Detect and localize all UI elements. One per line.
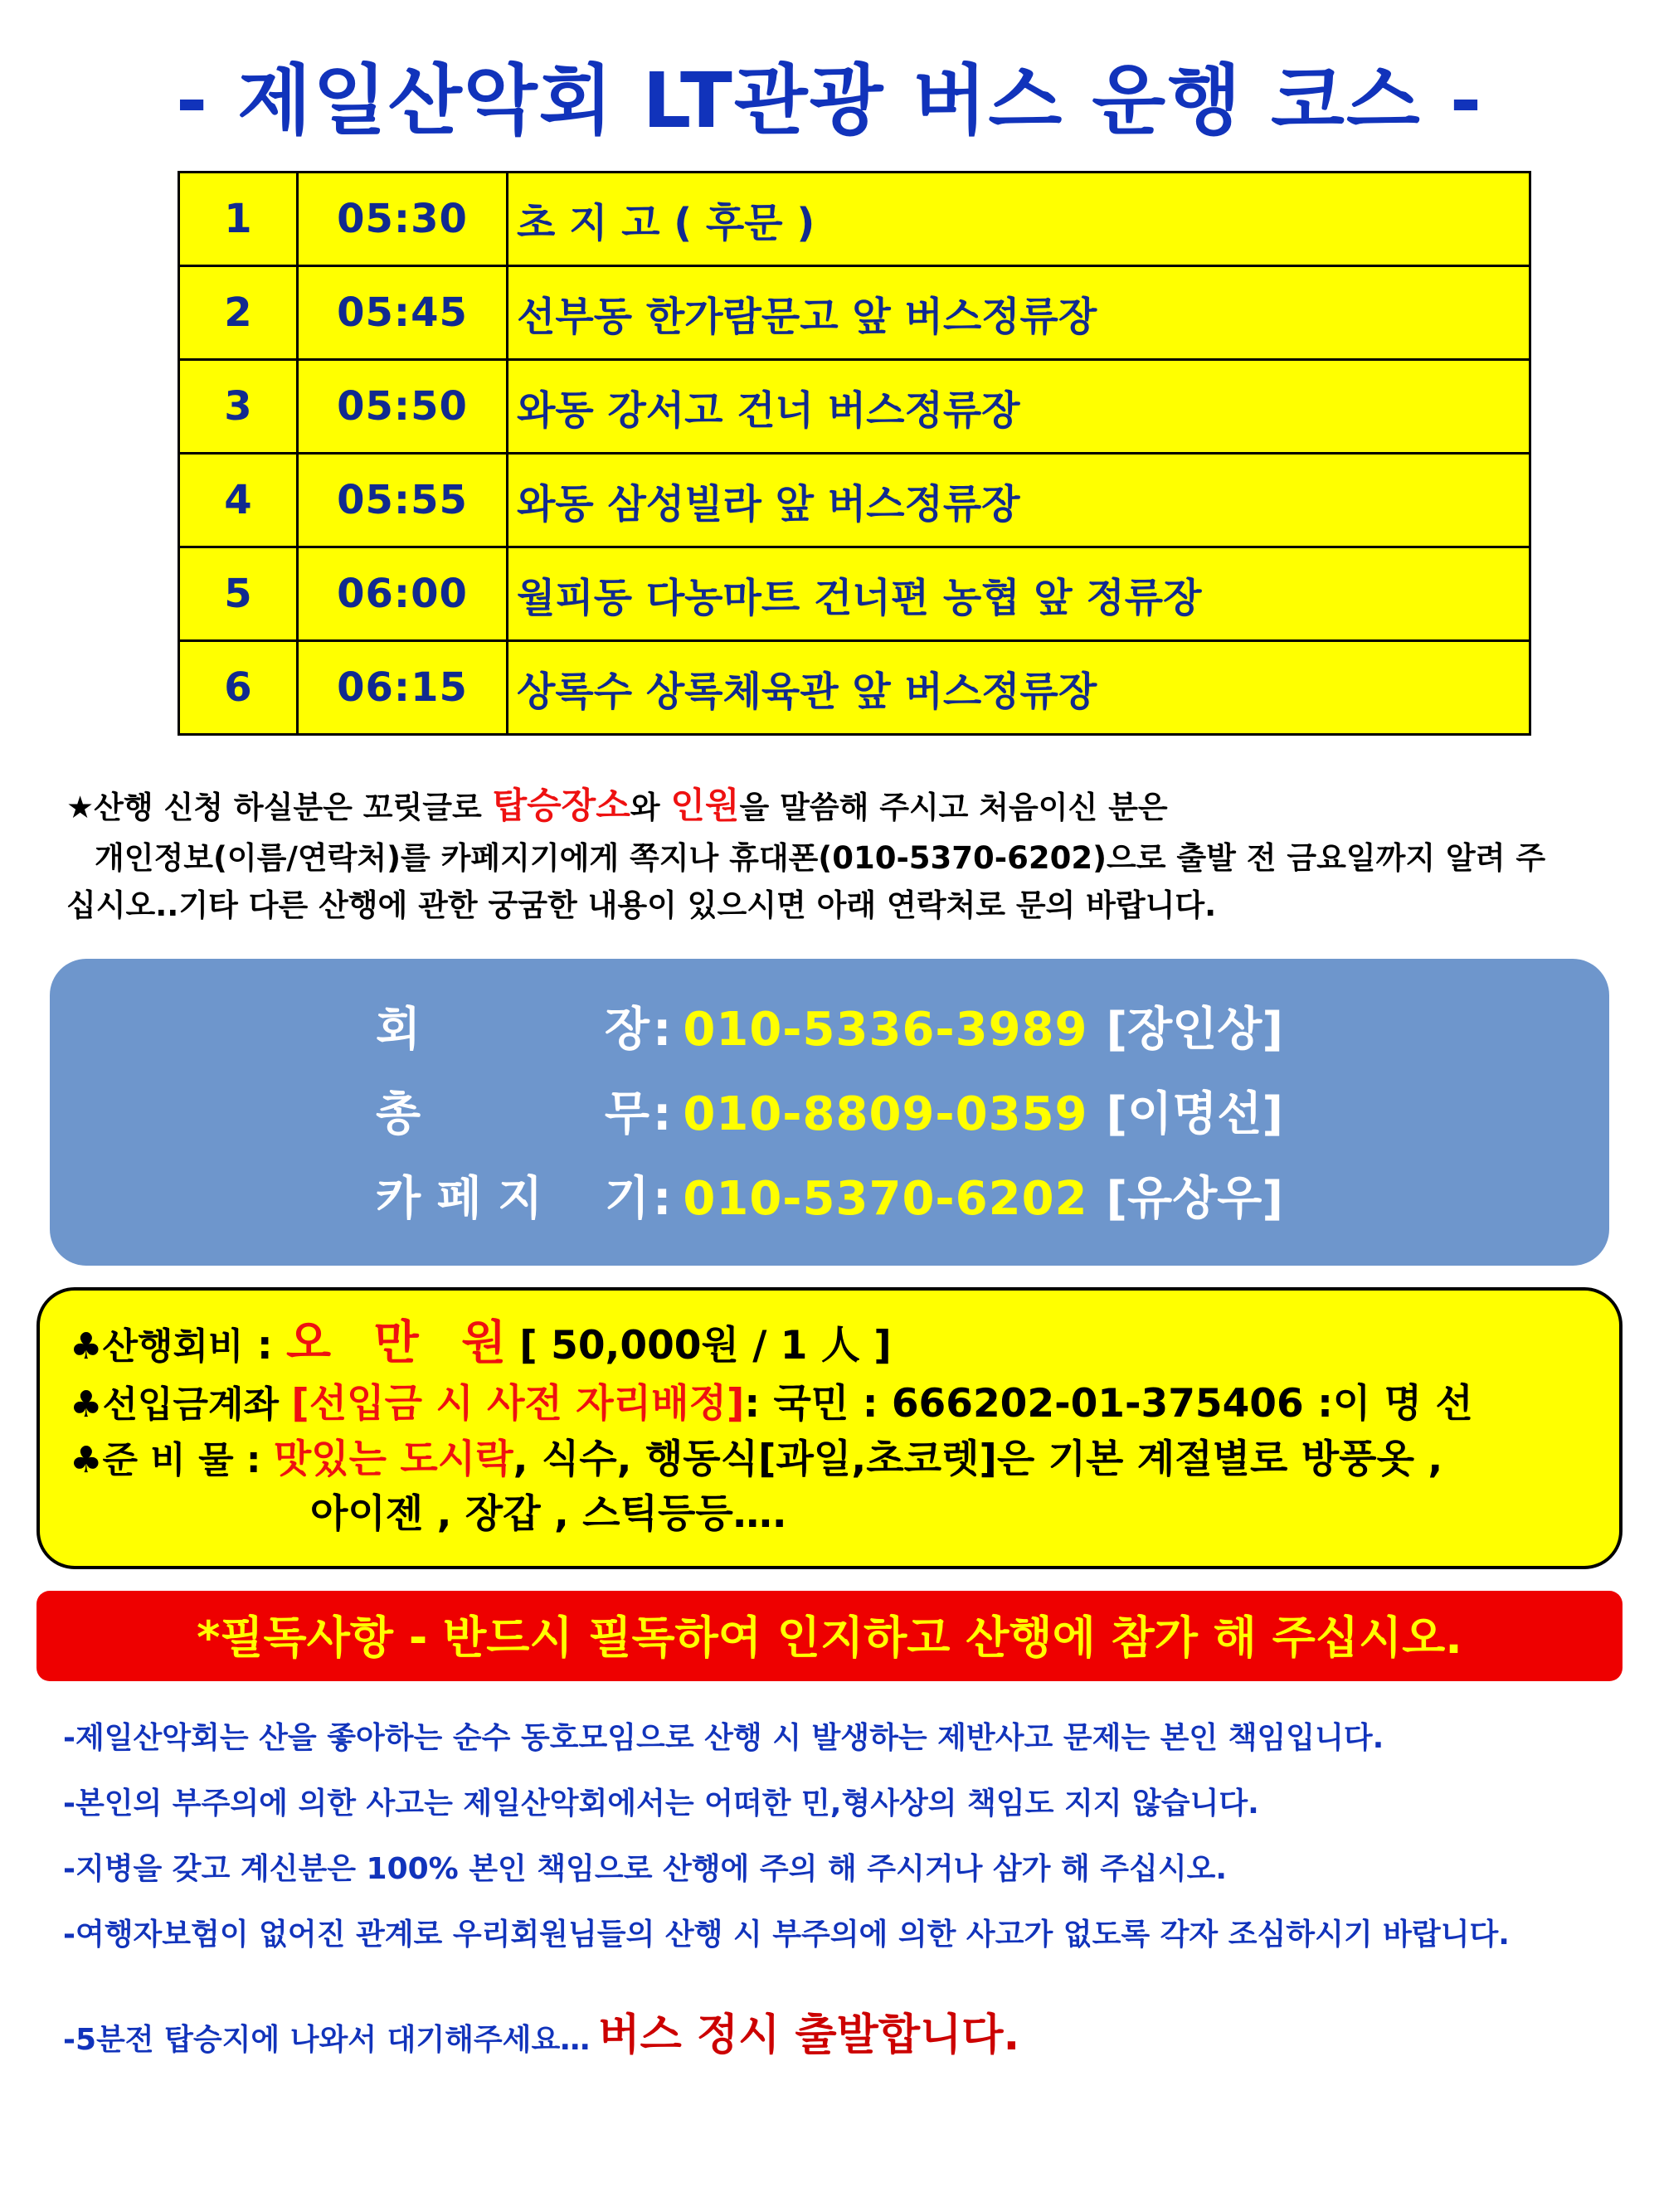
row-time: 05:55 [298,454,508,547]
must-read-banner: *필독사항 - 반드시 필독하여 인지하고 산행에 참가 해 주십시오. [36,1591,1623,1681]
contact-role-right: 기 [604,1172,649,1227]
fee-line-items-cont: 아이젠 , 장갑 , 스틱등등…. [310,1491,787,1538]
club-suit-icon: ♣준 비 물 : [70,1438,274,1481]
row-place: 초 지 고 ( 후문 ) [508,173,1530,266]
contact-role-left: 총 [376,1087,421,1142]
notice-line-1 [66,779,1593,834]
contact-row-secretary [50,1068,1609,1153]
row-number: 2 [179,266,298,360]
fee-colon: : [243,1323,286,1369]
contact-role-left: 카 페 지 [376,1172,543,1227]
fee-amount-numeric: [ 50,000원 / 1 人 ] [519,1323,892,1369]
contact-row-cafe-manager [50,1153,1609,1237]
contact-colon: : [653,1087,672,1142]
list-item: -지병을 갖고 계신분은 100% 본인 책임으로 산행에 주의 해 주시거나 삼가 해 주십시오. [63,1852,1228,1887]
table-row [179,173,1530,266]
rules-list [63,1703,1659,2073]
contact-phone[interactable]: 010-8809-0359 [683,1087,1088,1142]
row-time: 05:30 [298,173,508,266]
items-text: , 식수, 행동식[과일,초코렛]은 기본 계절별로 방풍옷 , [513,1436,1443,1482]
lunchbox-emphasis: 맛있는 도시락 [273,1436,513,1482]
notice-line-3: 십시오..기타 다른 산행에 관한 궁굼한 내용이 있으시면 아래 연락처로 문의 바랍니다. [66,887,1217,923]
row-place: 상록수 상록체육관 앞 버스정류장 [508,641,1530,735]
contact-role-right: 무 [604,1087,649,1142]
contact-person-name: [유상우] [1106,1172,1283,1227]
notice-highlight-boarding: 탑승장소 [492,785,630,827]
application-notice [66,779,1593,929]
list-item: -본인의 부주의에 의한 사고는 제일산악회에서는 어떠한 민,형사상의 책임도 지지 않습니다. [63,1787,1259,1821]
table-row [179,641,1530,735]
fee-line-items [70,1432,1589,1488]
fee-line-amount [70,1310,1589,1377]
final-note-text: -5분전 탑승지에 나와서 대기해주세요… [63,2023,591,2058]
schedule-table-wrapper [0,171,1659,736]
row-number: 5 [179,547,298,641]
row-number: 1 [179,173,298,266]
contact-phone[interactable]: 010-5370-6202 [683,1172,1088,1227]
contact-phone[interactable]: 010-5336-3989 [683,1003,1088,1057]
notice-text-b: 와 [630,790,671,825]
contact-colon: : [653,1172,672,1227]
fee-line-account [70,1377,1589,1432]
fee-amount-korean: 오 만 원 [286,1316,520,1371]
club-suit-icon: ♣선입금계좌 [70,1383,292,1426]
contact-role-right: 장 [604,1003,649,1057]
club-suit-icon: ♣산행회비 [70,1325,244,1369]
table-row [179,454,1530,547]
contact-colon: : [653,1003,672,1057]
notice-text-a: ★산행 신청 하실분은 꼬릿글로 [66,790,493,825]
contact-person-name: [장인상] [1106,1003,1283,1057]
contact-row-president [50,984,1609,1068]
row-place: 와동 강서고 건너 버스정류장 [508,360,1530,454]
final-note-emphasis: 버스 정시 출발합니다. [598,2010,1020,2061]
final-note [63,1965,1659,2073]
table-row [179,360,1530,454]
notice-line-2: 개인정보(이름/연락처)를 카페지기에게 쪽지나 휴대폰(010-5370-6202)으로 출발 전 금요일까지 알려 주 [95,839,1546,876]
contact-box [50,959,1609,1266]
row-number: 3 [179,360,298,454]
notice-text-c: 을 말씀해 주시고 처음이신 분은 [739,790,1168,825]
page-title: - 제일산악회 LT관광 버스 운행 코스 - [175,56,1484,145]
row-time: 05:50 [298,360,508,454]
row-number: 4 [179,454,298,547]
row-place: 선부동 한가람문고 앞 버스정류장 [508,266,1530,360]
row-time: 06:00 [298,547,508,641]
contact-role [376,993,649,1059]
contact-role-left: 회 [376,1003,421,1057]
table-row [179,547,1530,641]
table-row [179,266,1530,360]
notice-highlight-headcount: 인원 [670,785,740,827]
contact-person-name: [이명선] [1106,1087,1283,1142]
prepay-note: [선입금 시 사전 자리배정] [291,1380,745,1427]
fee-info-box [36,1287,1623,1569]
list-item: -제일산악회는 산을 좋아하는 순수 동호모임으로 산행 시 발생하는 제반사고 문제는 본인 책임입니다. [63,1721,1384,1756]
contact-role [376,1162,649,1228]
row-time: 05:45 [298,266,508,360]
row-time: 06:15 [298,641,508,735]
bus-schedule-table [178,171,1531,736]
list-item: -여행자보험이 없어진 관계로 우리회원님들의 산행 시 부주의에 의한 사고가 없도록 각자 조심하시기 바랍니다. [63,1918,1510,1952]
row-number: 6 [179,641,298,735]
row-place: 와동 삼성빌라 앞 버스정류장 [508,454,1530,547]
row-place: 월피동 다농마트 건너편 농협 앞 정류장 [508,547,1530,641]
bank-account: : 국민 : 666202-01-375406 :이 명 선 [744,1380,1473,1427]
contact-role [376,1077,649,1144]
